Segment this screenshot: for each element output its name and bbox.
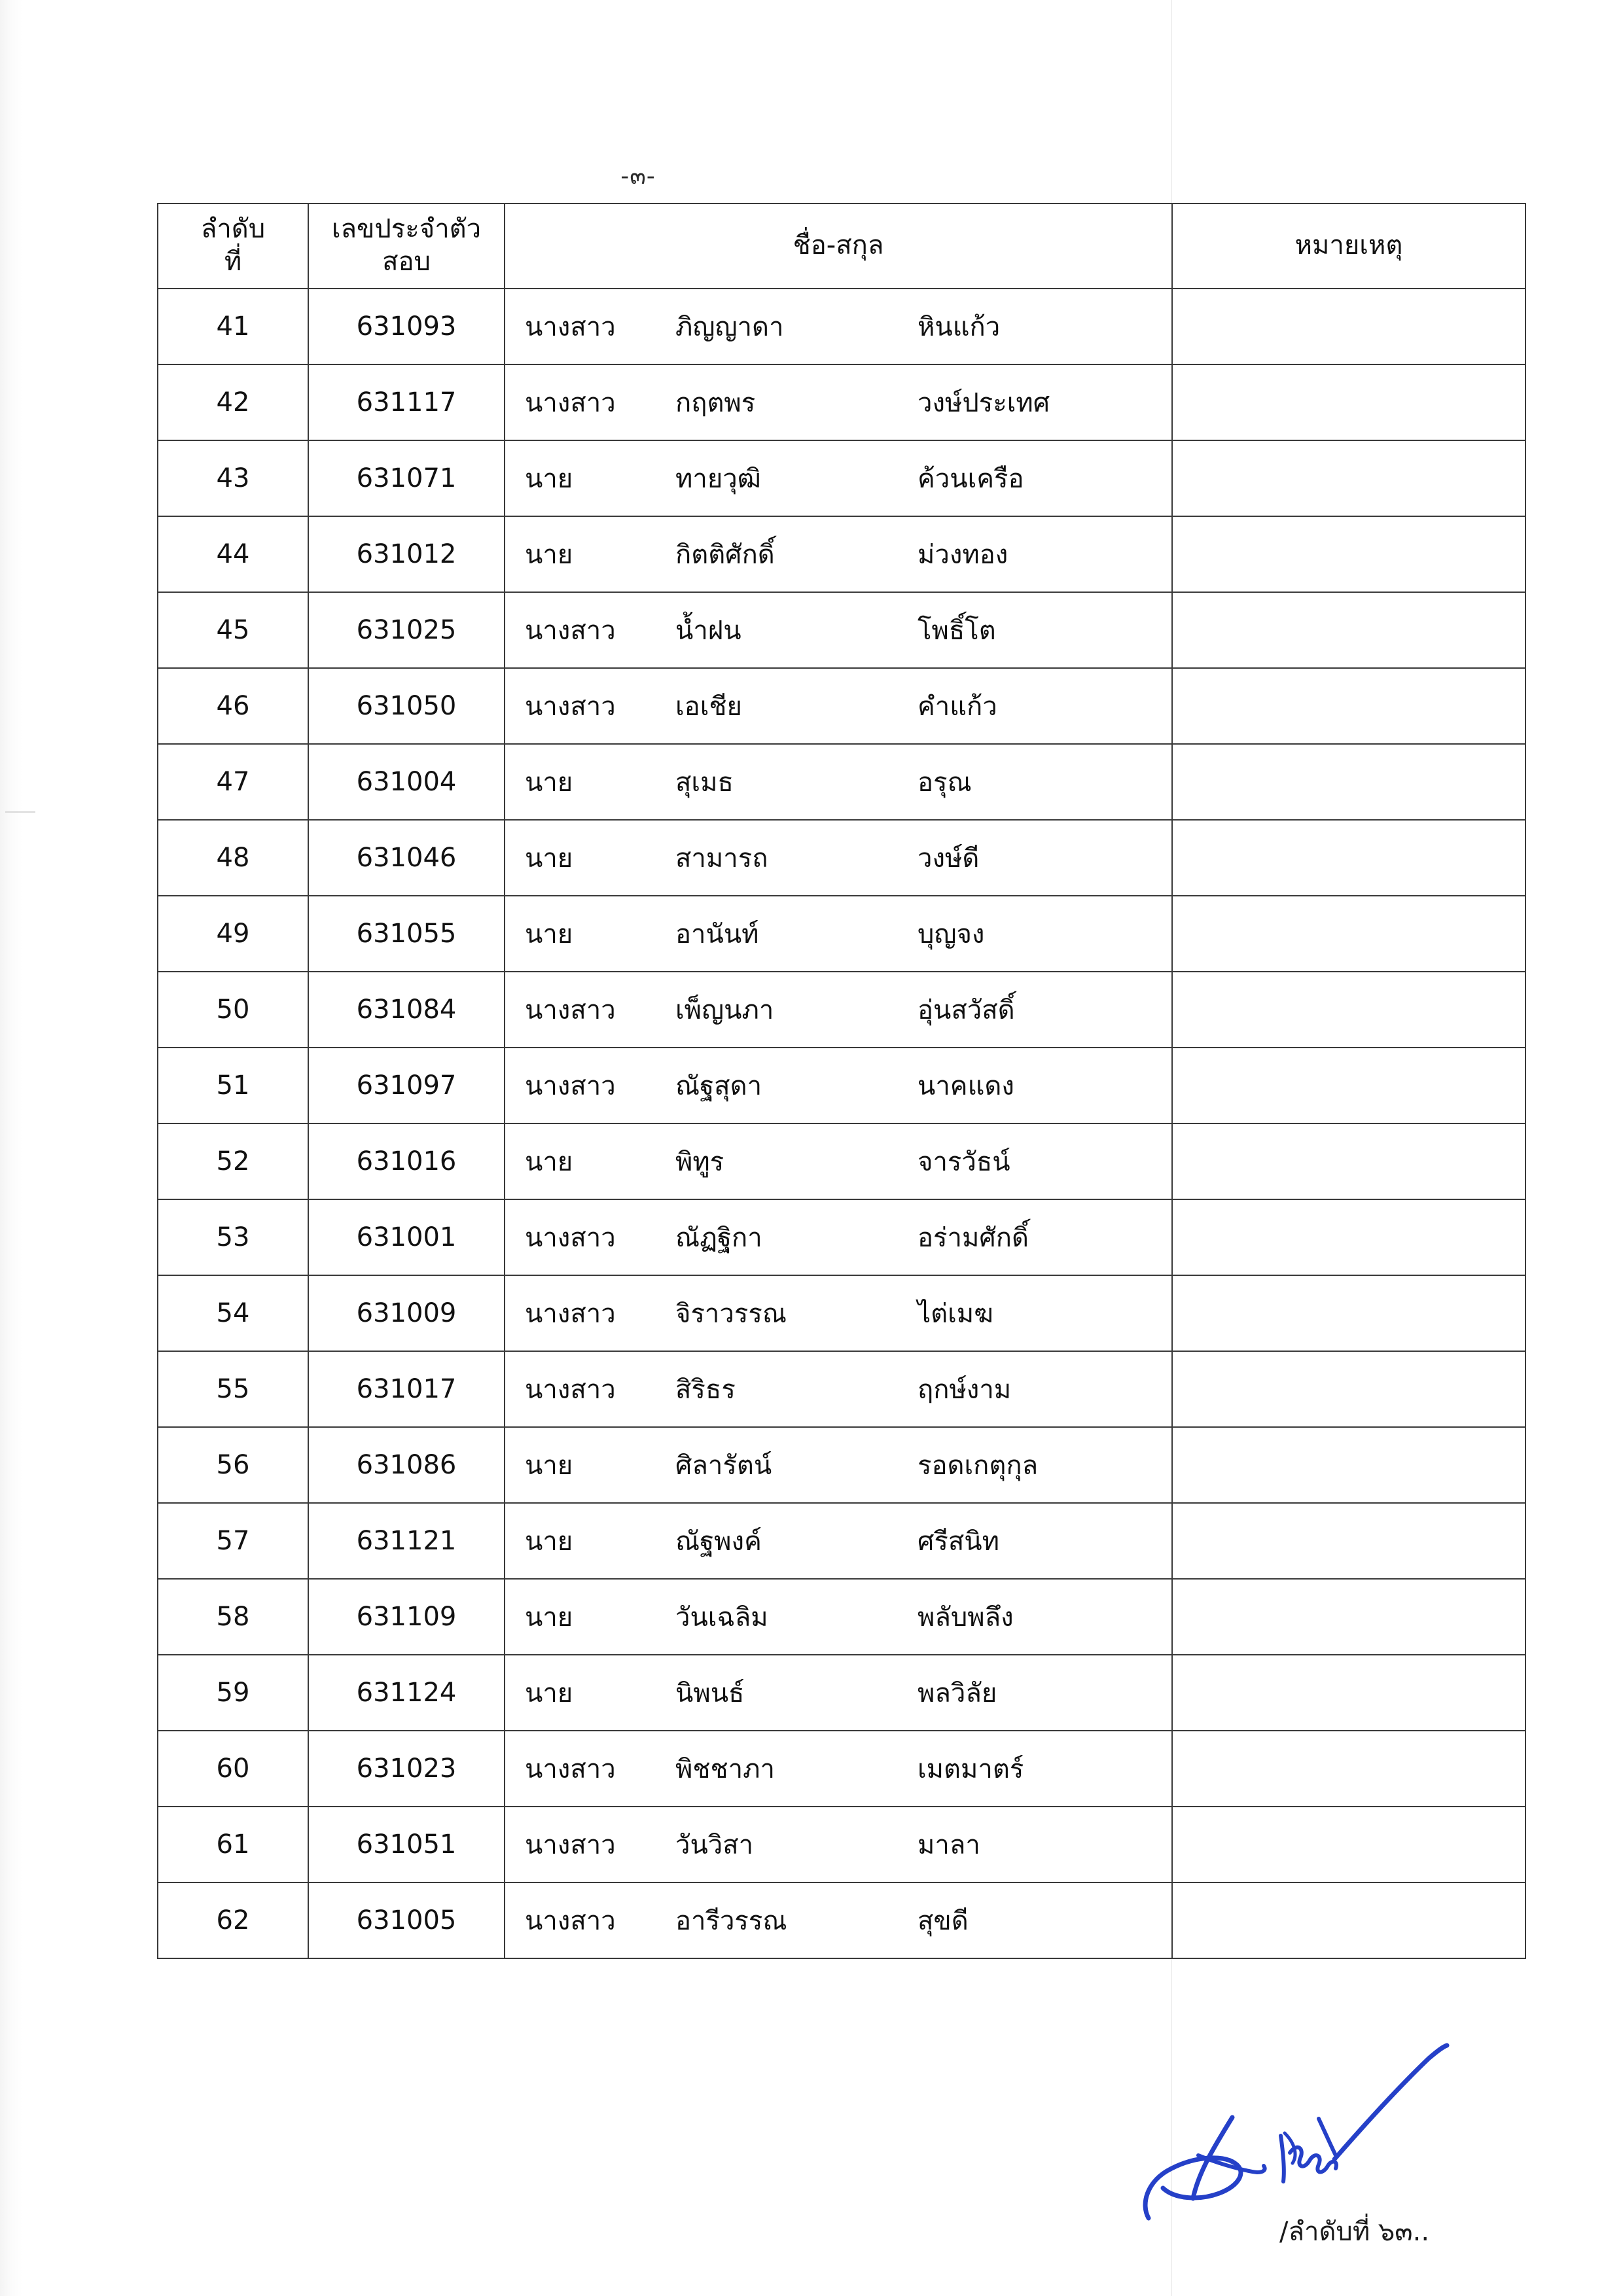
name-family: วงษ์ประเทศ xyxy=(918,388,1050,418)
name-prefix: นางสาว xyxy=(525,1299,616,1329)
name-prefix: นาย xyxy=(525,1527,573,1557)
cell-sequence: 49 xyxy=(158,896,308,972)
cell-sequence: 60 xyxy=(158,1731,308,1807)
cell-remarks xyxy=(1172,516,1525,592)
name-given: เอเชีย xyxy=(675,692,742,722)
name-prefix: นาย xyxy=(525,919,573,949)
cell-sequence: 48 xyxy=(158,820,308,896)
table-header xyxy=(158,203,1525,289)
cell-remarks xyxy=(1172,1807,1525,1882)
handwritten-signature xyxy=(1135,2007,1508,2223)
cell-sequence: 45 xyxy=(158,592,308,668)
cell-remarks xyxy=(1172,820,1525,896)
name-given: พิชชาภา xyxy=(675,1754,775,1784)
page-number xyxy=(0,157,1623,194)
cell-remarks xyxy=(1172,896,1525,972)
name-given: อานันท์ xyxy=(675,919,759,949)
cell-full-name xyxy=(505,1503,1172,1579)
name-prefix: นาย xyxy=(525,540,573,570)
table-row xyxy=(158,1199,1525,1275)
cell-exam-code: 631005 xyxy=(308,1882,505,1958)
name-family: พลับพลึง xyxy=(918,1602,1014,1633)
page-number-text: -๓- xyxy=(620,163,656,190)
name-family: ไต่เมฆ xyxy=(918,1299,993,1329)
name-given: น้ำฝน xyxy=(675,616,741,646)
table-row xyxy=(158,1048,1525,1123)
name-family: อรุณ xyxy=(918,768,972,798)
header-seq-line1: ลำดับ xyxy=(200,214,266,245)
cell-full-name xyxy=(505,1579,1172,1655)
name-family: ค้วนเครือ xyxy=(918,464,1024,494)
cell-exam-code: 631086 xyxy=(308,1427,505,1503)
name-given: จิราวรรณ xyxy=(675,1299,787,1329)
name-prefix: นาย xyxy=(525,464,573,494)
cell-remarks xyxy=(1172,1199,1525,1275)
cell-full-name xyxy=(505,516,1172,592)
cell-remarks xyxy=(1172,1882,1525,1958)
name-family: ฤกษ์งาม xyxy=(918,1375,1012,1405)
cell-full-name xyxy=(505,1731,1172,1807)
cell-exam-code: 631071 xyxy=(308,440,505,516)
table-body xyxy=(158,289,1525,1958)
table-row xyxy=(158,1275,1525,1351)
cell-sequence: 47 xyxy=(158,744,308,820)
cell-sequence: 52 xyxy=(158,1123,308,1199)
cell-full-name xyxy=(505,1807,1172,1882)
cell-full-name xyxy=(505,289,1172,364)
name-family: อร่ามศักดิ์ xyxy=(918,1223,1029,1253)
name-prefix: นาย xyxy=(525,1147,573,1177)
name-prefix: นางสาว xyxy=(525,692,616,722)
name-prefix: นางสาว xyxy=(525,616,616,646)
name-family: โพธิ์โต xyxy=(918,616,996,646)
name-given: เพ็ญนภา xyxy=(675,995,774,1025)
name-given: วันเฉลิม xyxy=(675,1602,768,1633)
cell-exam-code: 631051 xyxy=(308,1807,505,1882)
cell-sequence: 46 xyxy=(158,668,308,744)
cell-exam-code: 631097 xyxy=(308,1048,505,1123)
cell-sequence: 55 xyxy=(158,1351,308,1427)
cell-exam-code: 631001 xyxy=(308,1199,505,1275)
table-row xyxy=(158,972,1525,1048)
table-row xyxy=(158,1503,1525,1579)
cell-exam-code: 631084 xyxy=(308,972,505,1048)
cell-sequence: 56 xyxy=(158,1427,308,1503)
table-row xyxy=(158,1655,1525,1731)
cell-sequence: 59 xyxy=(158,1655,308,1731)
name-family: มาลา xyxy=(918,1830,980,1860)
table-row xyxy=(158,440,1525,516)
cell-full-name xyxy=(505,1351,1172,1427)
cell-exam-code: 631093 xyxy=(308,289,505,364)
cell-exam-code: 631025 xyxy=(308,592,505,668)
name-prefix: นางสาว xyxy=(525,312,616,342)
table-row xyxy=(158,1882,1525,1958)
cell-remarks xyxy=(1172,1351,1525,1427)
name-family: คำแก้ว xyxy=(918,692,997,722)
header-seq-line2: ที่ xyxy=(224,247,242,277)
cell-exam-code: 631016 xyxy=(308,1123,505,1199)
table-row xyxy=(158,1123,1525,1199)
name-prefix: นาย xyxy=(525,1451,573,1481)
cell-remarks xyxy=(1172,1427,1525,1503)
name-prefix: นาย xyxy=(525,768,573,798)
scan-tick-mark xyxy=(5,811,35,813)
name-given: สามารถ xyxy=(675,843,768,874)
name-prefix: นางสาว xyxy=(525,995,616,1025)
name-family: ม่วงทอง xyxy=(918,540,1008,570)
table-row xyxy=(158,1427,1525,1503)
candidate-roster-table xyxy=(157,203,1526,1959)
cell-exam-code: 631124 xyxy=(308,1655,505,1731)
cell-full-name xyxy=(505,668,1172,744)
table-row xyxy=(158,744,1525,820)
scan-edge-artifact xyxy=(0,0,22,2296)
cell-exam-code: 631109 xyxy=(308,1579,505,1655)
name-given: สุเมธ xyxy=(675,768,734,798)
cell-remarks xyxy=(1172,592,1525,668)
cell-sequence: 43 xyxy=(158,440,308,516)
name-given: ภิญญาดา xyxy=(675,312,784,342)
cell-full-name xyxy=(505,592,1172,668)
name-prefix: นางสาว xyxy=(525,1906,616,1936)
name-given: กิตติศักดิ์ xyxy=(675,540,775,570)
cell-remarks xyxy=(1172,1731,1525,1807)
name-given: ณัฐพงค์ xyxy=(675,1527,762,1557)
cell-full-name xyxy=(505,364,1172,440)
cell-full-name xyxy=(505,1882,1172,1958)
column-header-name: ชื่อ-สกุล xyxy=(505,203,1172,289)
name-family: หินแก้ว xyxy=(918,312,1001,342)
cell-full-name xyxy=(505,820,1172,896)
name-prefix: นางสาว xyxy=(525,1223,616,1253)
cell-remarks xyxy=(1172,364,1525,440)
name-family: นาคแดง xyxy=(918,1071,1014,1101)
name-prefix: นางสาว xyxy=(525,1375,616,1405)
name-family: จารวัธน์ xyxy=(918,1147,1010,1177)
table-row xyxy=(158,592,1525,668)
cell-sequence: 58 xyxy=(158,1579,308,1655)
cell-full-name xyxy=(505,1655,1172,1731)
table-row xyxy=(158,896,1525,972)
cell-remarks xyxy=(1172,1275,1525,1351)
cell-remarks xyxy=(1172,1579,1525,1655)
column-header-sequence xyxy=(158,203,308,289)
cell-remarks xyxy=(1172,289,1525,364)
name-family: วงษ์ดี xyxy=(918,843,980,874)
cell-sequence: 53 xyxy=(158,1199,308,1275)
header-row xyxy=(158,203,1525,289)
cell-exam-code: 631117 xyxy=(308,364,505,440)
table-row xyxy=(158,1579,1525,1655)
cell-exam-code: 631046 xyxy=(308,820,505,896)
table-row xyxy=(158,1351,1525,1427)
table-row xyxy=(158,820,1525,896)
name-given: อารีวรรณ xyxy=(675,1906,787,1936)
cell-sequence: 44 xyxy=(158,516,308,592)
cell-remarks xyxy=(1172,1048,1525,1123)
cell-remarks xyxy=(1172,440,1525,516)
cell-full-name xyxy=(505,440,1172,516)
cell-full-name xyxy=(505,1123,1172,1199)
cell-sequence: 62 xyxy=(158,1882,308,1958)
cell-full-name xyxy=(505,1199,1172,1275)
table-row xyxy=(158,289,1525,364)
cell-sequence: 50 xyxy=(158,972,308,1048)
cell-sequence: 42 xyxy=(158,364,308,440)
table-row xyxy=(158,516,1525,592)
cell-sequence: 61 xyxy=(158,1807,308,1882)
cell-full-name xyxy=(505,1048,1172,1123)
cell-remarks xyxy=(1172,668,1525,744)
cell-full-name xyxy=(505,972,1172,1048)
cell-sequence: 41 xyxy=(158,289,308,364)
cell-exam-code: 631009 xyxy=(308,1275,505,1351)
name-given: พิทูร xyxy=(675,1147,724,1177)
cell-exam-code: 631121 xyxy=(308,1503,505,1579)
cell-remarks xyxy=(1172,972,1525,1048)
cell-exam-code: 631012 xyxy=(308,516,505,592)
table-row xyxy=(158,668,1525,744)
name-prefix: นางสาว xyxy=(525,1071,616,1101)
cell-sequence: 54 xyxy=(158,1275,308,1351)
column-header-remarks: หมายเหตุ xyxy=(1172,203,1525,289)
cell-full-name xyxy=(505,744,1172,820)
table-row xyxy=(158,1731,1525,1807)
name-given: กฤตพร xyxy=(675,388,756,418)
cell-full-name xyxy=(505,896,1172,972)
name-family: อุ่นสวัสดิ์ xyxy=(918,995,1015,1025)
name-given: สิริธร xyxy=(675,1375,736,1405)
header-code-line1: เลขประจำตัว xyxy=(331,214,482,245)
name-prefix: นาย xyxy=(525,843,573,874)
name-prefix: นางสาว xyxy=(525,388,616,418)
cell-full-name xyxy=(505,1427,1172,1503)
cell-exam-code: 631017 xyxy=(308,1351,505,1427)
cell-exam-code: 631004 xyxy=(308,744,505,820)
name-given: วันวิสา xyxy=(675,1830,754,1860)
name-given: ณัฏฐิกา xyxy=(675,1223,762,1253)
name-family: ศรีสนิท xyxy=(918,1527,999,1557)
name-given: นิพนธ์ xyxy=(675,1678,745,1708)
name-prefix: นางสาว xyxy=(525,1754,616,1784)
name-given: ศิลารัตน์ xyxy=(675,1451,772,1481)
cell-sequence: 51 xyxy=(158,1048,308,1123)
name-family: บุญจง xyxy=(918,919,985,949)
name-family: สุขดี xyxy=(918,1906,969,1936)
name-prefix: นางสาว xyxy=(525,1830,616,1860)
name-given: ทายวุฒิ xyxy=(675,464,761,494)
table-row xyxy=(158,1807,1525,1882)
cell-remarks xyxy=(1172,1503,1525,1579)
cell-remarks xyxy=(1172,1655,1525,1731)
name-family: รอดเกตุกุล xyxy=(918,1451,1039,1481)
cell-exam-code: 631055 xyxy=(308,896,505,972)
cell-remarks xyxy=(1172,744,1525,820)
cell-full-name xyxy=(505,1275,1172,1351)
table-row xyxy=(158,364,1525,440)
cell-exam-code: 631023 xyxy=(308,1731,505,1807)
footer-continuation-note: /ลำดับที่ ๖๓.. xyxy=(1279,2217,1430,2247)
name-prefix: นาย xyxy=(525,1602,573,1633)
cell-remarks xyxy=(1172,1123,1525,1199)
cell-exam-code: 631050 xyxy=(308,668,505,744)
header-code-line2: สอบ xyxy=(382,247,431,277)
name-given: ณัฐสุดา xyxy=(675,1071,762,1101)
name-family: เมตมาตร์ xyxy=(918,1754,1024,1784)
column-header-exam-code xyxy=(308,203,505,289)
cell-sequence: 57 xyxy=(158,1503,308,1579)
name-family: พลวิลัย xyxy=(918,1678,997,1708)
name-prefix: นาย xyxy=(525,1678,573,1708)
